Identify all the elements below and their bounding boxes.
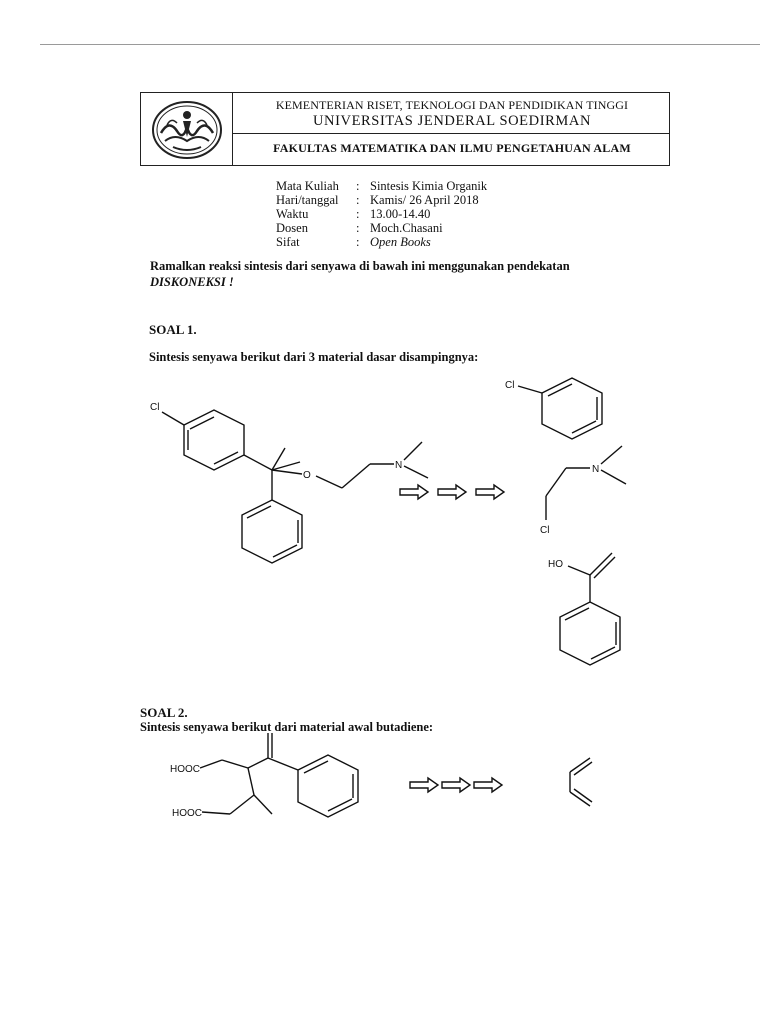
soal2-target-molecule (170, 733, 358, 819)
soal1-disconnection-arrows (400, 485, 504, 499)
soal2-title: SOAL 2. (140, 705, 188, 720)
university-name: UNIVERSITAS JENDERAL SOEDIRMAN (312, 113, 592, 129)
hydroxyl-label: HO (548, 559, 563, 570)
soal1-target-molecule (150, 402, 428, 563)
info-label: Mata Kuliah (276, 179, 339, 193)
info-value: Open Books (370, 235, 431, 249)
carboxyl-label: HOOC (172, 808, 202, 819)
cl-label: Cl (505, 380, 515, 391)
info-label: Sifat (276, 235, 300, 249)
instruction-emphasis: DISKONEKSI ! (150, 275, 234, 289)
info-separator: : (356, 179, 360, 193)
info-label: Hari/tanggal (276, 193, 339, 207)
info-value: 13.00-14.40 (370, 207, 431, 221)
soal2-disconnection-arrows (410, 778, 502, 792)
soal1-title: SOAL 1. (149, 322, 197, 337)
instruction-line: Ramalkan reaksi sintesis dari senyawa di bawah ini menggunakan pendekatan (150, 259, 570, 273)
faculty-name: FAKULTAS MATEMATIKA DAN ILMU PENGETAHUAN ALAM (273, 141, 631, 155)
info-value: Kamis/ 26 April 2018 (370, 193, 479, 207)
info-value: Sintesis Kimia Organik (370, 179, 488, 193)
cl-label: Cl (150, 402, 160, 413)
nitrogen-label: N (592, 464, 600, 475)
butadiene-structure (570, 758, 592, 806)
phenylethenol-structure (548, 553, 620, 665)
oxygen-label: O (303, 470, 311, 481)
soal2-text: Sintesis senyawa berikut dari material awal butadiene: (140, 720, 434, 734)
info-label: Waktu (276, 207, 309, 221)
info-separator: : (356, 235, 360, 249)
nitrogen-label: N (395, 460, 403, 471)
cl-label: Cl (540, 525, 550, 536)
info-value: Moch.Chasani (370, 221, 443, 235)
chloroethylamine-structure (540, 446, 626, 536)
carboxyl-label: HOOC (170, 764, 200, 775)
soal1-text: Sintesis senyawa berikut dari 3 material dasar disampingnya: (149, 350, 479, 364)
info-separator: : (356, 221, 360, 235)
info-separator: : (356, 193, 360, 207)
info-label: Dosen (276, 221, 308, 235)
chlorobenzene-structure (505, 378, 602, 439)
ministry-name: KEMENTERIAN RISET, TEKNOLOGI DAN PENDIDIKAN TINGGI (275, 98, 629, 112)
info-separator: : (356, 207, 360, 221)
